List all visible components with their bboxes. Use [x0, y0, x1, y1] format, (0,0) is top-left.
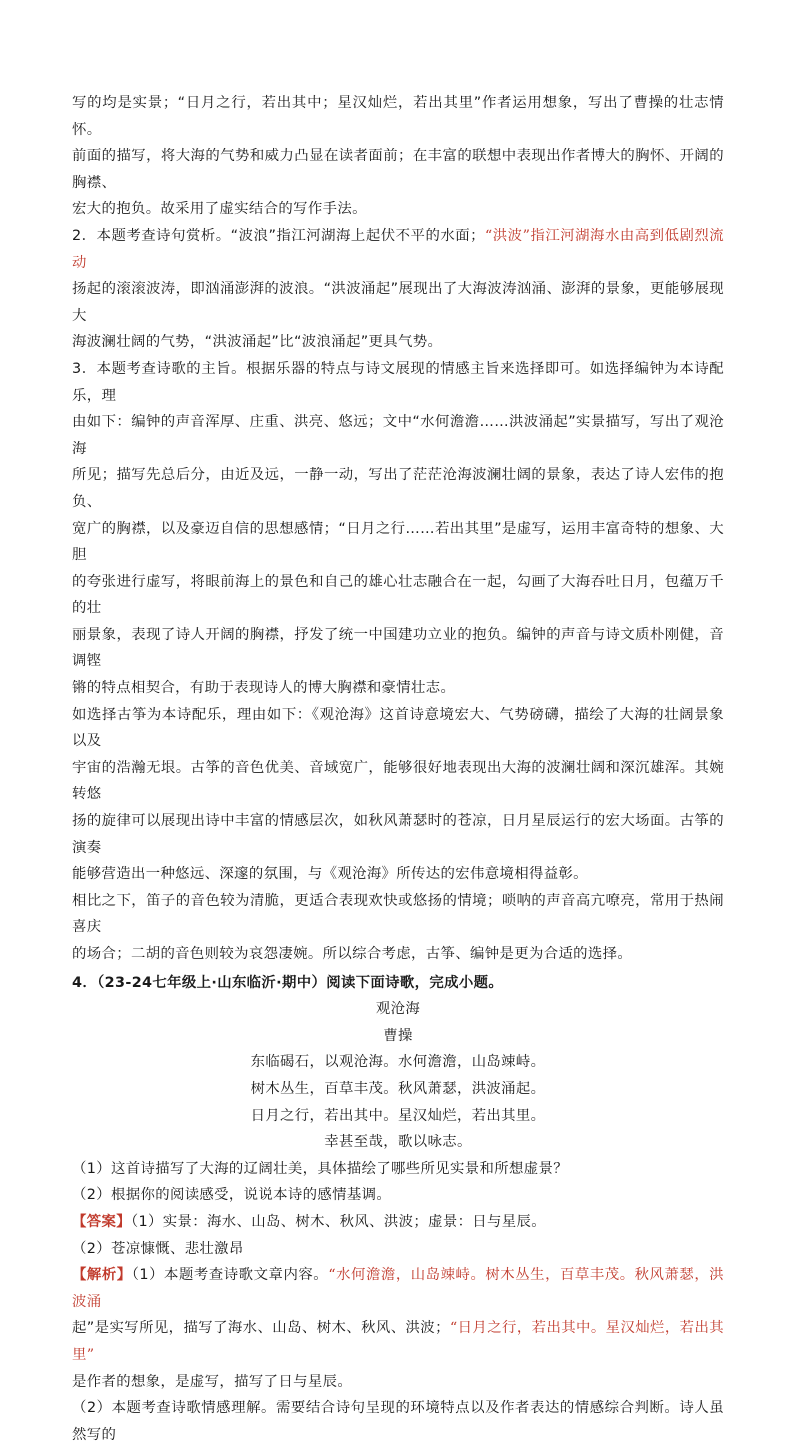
sub-question-1: （1）这首诗描写了大海的辽阔壮美，具体描绘了哪些所见实景和所想虚景？ — [72, 1160, 568, 1177]
text-line: 锵的特点相契合，有助于表现诗人的博大胸襟和豪情壮志。 — [72, 680, 456, 697]
text-line: 的场合；二胡的音色则较为哀怨凄婉。所以综合考虑，古筝、编钟是更为合适的选择。 — [72, 946, 633, 962]
poem-block — [72, 996, 724, 1156]
text-line: 扬的旋律可以展现出诗中丰富的情感层次，如秋风萧瑟时的苍凉，日月星辰运行的宏大场面。古筝的演奏 — [72, 813, 724, 856]
text-line: 写的均是实景；“日月之行，若出其中；星汉灿烂，若出其里”作者运用想象，写出了曹操的壮志情怀。 — [72, 95, 724, 138]
analysis-line: 是作者的想象，是虚写，描写了日与星辰。 — [72, 1373, 353, 1390]
analysis-text: （1）本题考查诗歌文章内容。 — [131, 1267, 329, 1284]
paragraph-answer-3 — [72, 356, 724, 702]
question-4-header: 4．（23-24七年级上·山东临沂·期中）阅读下面诗歌，完成小题。 — [72, 974, 504, 991]
analysis-line — [72, 1315, 724, 1368]
text-line: 能够营造出一种悠远、深邃的氛围，与《观沧海》所传达的宏伟意境相得益彰。 — [72, 866, 588, 883]
highlighted-text: “水何澹澹，山岛竦峙。树木丛生，百草丰茂。秋风萧瑟，洪波涌 — [72, 1267, 725, 1310]
sub-question-2: （2）根据你的阅读感受，说说本诗的感情基调。 — [72, 1187, 392, 1204]
answer-line — [72, 1209, 724, 1236]
text-line: 相比之下，笛子的音色较为清脆，更适合表现欢快或悠扬的情境；唢呐的声音高亢嘹亮，常用于热闹喜庆 — [72, 892, 724, 936]
text-line: 的夸张进行虚写，将眼前海上的景色和自己的雄心壮志融合在一起，勾画了大海吞吐日月，包蕴万千的壮 — [72, 573, 724, 617]
text-line — [72, 223, 724, 276]
text-line: 所见；描写先总后分，由近及远，一静一动，写出了茫茫沧海波澜壮阔的景象，表达了诗人宏伟的抱负、 — [72, 467, 724, 510]
text-line: 宏大的抱负。故采用了虚实结合的写作手法。 — [72, 201, 367, 218]
analysis-line — [72, 1262, 724, 1315]
answer-text: （1）实景：海水、山岛、树木、秋风、洪波；虚景：日与星辰。 — [130, 1213, 547, 1230]
poem-author: 曹操 — [383, 1027, 413, 1044]
poem-line: 树木丛生，百草丰茂。秋风萧瑟，洪波涌起。 — [250, 1080, 546, 1097]
analysis-line: （2）本题考查诗歌情感理解。需要结合诗句呈现的环境特点以及作者表达的情感综合判断。诗人虽然写的 — [72, 1400, 724, 1443]
text-line: 由如下：编钟的声音浑厚、庄重、洪亮、悠远；文中“水何澹澹……洪波涌起”实景描写，写出了观沧海 — [72, 414, 724, 457]
answer-line: （2）苍凉慷慨、悲壮激昂 — [72, 1240, 244, 1257]
paragraph-comparison — [72, 888, 724, 968]
highlighted-text: “日月之行，若出其中。星汉灿烂，若出其里” — [72, 1320, 724, 1363]
paragraph-answer-2 — [72, 223, 724, 356]
poem-line: 日月之行，若出其中。星汉灿烂，若出其里。 — [250, 1107, 546, 1124]
highlighted-text: “洪波”指江河湖海水由高到低剧烈流动 — [72, 227, 724, 271]
text-line: 海波澜壮阔的气势，“洪波涌起”比“波浪涌起”更具气势。 — [72, 334, 443, 351]
text-line: 丽景象，表现了诗人开阔的胸襟，抒发了统一中国建功立业的抱负。编钟的声音与诗文质朴刚健，音调铿 — [72, 626, 724, 670]
text-line: 宽广的胸襟，以及豪迈自信的思想感情；“日月之行……若出其里”是虚写，运用丰富奇特的想象、大胆 — [72, 520, 724, 564]
paragraph-writing-technique — [72, 90, 724, 223]
analysis-text: 起”是实写所见，描写了海水、山岛、树木、秋风、洪波； — [72, 1320, 450, 1337]
text-line: 宇宙的浩瀚无垠。古筝的音色优美、音域宽广，能够很好地表现出大海的波澜壮阔和深沉雄浑。其婉转悠 — [72, 759, 724, 803]
text-line: 前面的描写，将大海的气势和威力凸显在读者面前；在丰富的联想中表现出作者博大的胸怀、开阔的胸襟、 — [72, 148, 724, 191]
text-line: 3．本题考查诗歌的主旨。根据乐器的特点与诗文展现的情感主旨来选择即可。如选择编钟为本诗配乐，理 — [72, 360, 724, 404]
text-line: 如选择古筝为本诗配乐，理由如下：《观沧海》这首诗意境宏大、气势磅礴，描绘了大海的壮阔景象以及 — [72, 706, 724, 750]
text-line: 扬起的滚滚波涛，即汹涌澎湃的波浪。“洪波涌起”展现出了大海波涛汹涌、澎湃的景象，更能够展现大 — [72, 281, 724, 324]
poem-line: 幸甚至哉，歌以咏志。 — [324, 1134, 472, 1151]
analysis-tag: 【解析】 — [72, 1267, 132, 1284]
paragraph-guzheng — [72, 702, 724, 888]
poem-line: 东临碣石，以观沧海。水何澹澹，山岛竦峙。 — [250, 1054, 546, 1071]
poem-title: 观沧海 — [375, 1001, 421, 1018]
answer-tag: 【答案】 — [72, 1213, 131, 1230]
document-body — [72, 90, 724, 1448]
text-span: 2．本题考查诗句赏析。“波浪”指江河湖海上起伏不平的水面； — [72, 227, 485, 244]
